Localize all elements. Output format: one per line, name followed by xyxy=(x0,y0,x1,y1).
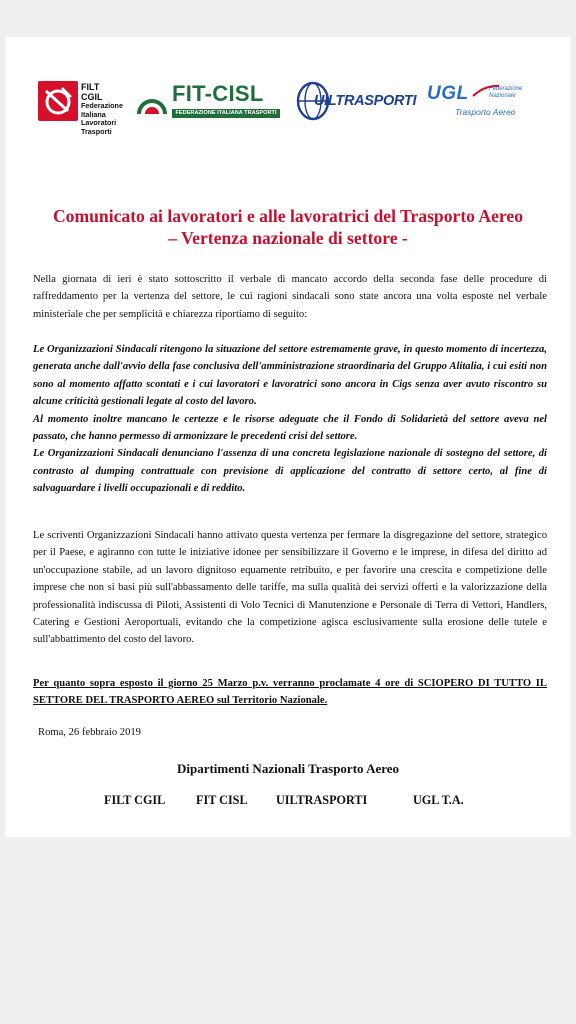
ugl-name: UGL xyxy=(427,83,469,104)
document-title xyxy=(5,205,571,249)
fit-cisl-subtitle: FEDERAZIONE ITALIANA TRASPORTI xyxy=(172,109,280,118)
filt-cgil-emblem-icon xyxy=(38,81,78,121)
ministerial-statement xyxy=(33,341,547,498)
statement-part-3: Le Organizzazioni Sindacali denunciano l'assenza di una concreta legislazione nazionale di sostegno del settore, di contrasto al dumping contrattuale con previsione di applicazione del contratto di settore certo, al fine di salvaguardare i livelli occupazionali e di reddito. xyxy=(33,448,547,495)
fit-cisl-name: FIT-CISL xyxy=(172,81,264,106)
filt-cgil-text: FILT CGIL Federazione Italiana Lavoratori Trasporti xyxy=(81,82,123,136)
fit-cisl-logo xyxy=(135,81,281,125)
uiltrasporti-name: UILTRASPORTI xyxy=(314,93,417,109)
strike-announcement: Per quanto sopra esposto il giorno 25 Marzo p.v. verranno proclamate 4 ore di SCIOPERO DI TUTTO IL SETTORE DEL TRASPORTO AEREO sul Territorio Nazionale. xyxy=(33,678,547,707)
uiltrasporti-logo xyxy=(296,81,417,121)
statement-part-2: Al momento inoltre mancano le certezze e le risorse adeguate che il Fondo di Solidarietà del settore aveva nel passato, che hanno permesso di armonizzare le precedenti crisi del settore. xyxy=(33,413,547,443)
statement-part-1: Le Organizzazioni Sindacali ritengono la situazione del settore estremamente grave, in questo momento di incertezza, generata anche dall'avvio della fase conclusiva dell'amministrazione straordinaria del Gruppo Alitalia, i cui esiti non sono al momento affatto scontati e i cui lavoratori e lavoratrici sono ancora in Cigs senza aver avuto riscontro su alcune criticità gestionali legate al costo del lavoro. xyxy=(33,344,547,408)
title-line-1: Comunicato ai lavoratori e alle lavoratrici del Trasporto Aereo xyxy=(52,206,524,226)
signature-fit-cisl: FIT CISL xyxy=(196,793,248,807)
departments-heading: Dipartimenti Nazionali Trasporto Aereo xyxy=(176,761,400,776)
ugl-federation-text: Federazione Nazionale xyxy=(489,86,523,99)
campaign-paragraph: Le scriventi Organizzazioni Sindacali hanno attivato questa vertenza per fermare la disgregazione del settore, strategico per il Paese, e agiranno con tutte le iniziative idonee per sensibilizzare il Governo e le imprese, in difesa del diritto ad un'occupazione stabile, ad un lavoro dignitoso equamente retribuito, e per favorire una crescita e competizione delle imprese che non si basi più sull'abbassamento delle tariffe, ma sulla qualità dei servizi offerti e la valorizzazione della professionalità indiscussa di Piloti, Assistenti di Volo Tecnici di Manutenzione e Personale di Terra di Vettori, Handlers, Catering e Gestioni Aeroportuali, evitando che la competizione agisca esclusivamente sulla erosione delle tutele e sull'abbattimento del costo del lavoro. xyxy=(33,530,547,646)
ugl-logo xyxy=(427,83,545,123)
document-page xyxy=(5,37,571,837)
signature-uiltrasporti: UILTRASPORTI xyxy=(276,793,368,807)
fit-cisl-arc-icon xyxy=(135,84,169,118)
ugl-subtitle: Trasporto Aereo xyxy=(455,107,516,117)
signature-filt-cgil: FILT CGIL xyxy=(104,793,166,807)
signature-ugl-ta: UGL T.A. xyxy=(413,793,464,807)
title-line-2: – Vertenza nazionale di settore - xyxy=(168,228,408,248)
intro-paragraph: Nella giornata di ieri è stato sottoscritto il verbale di mancato accordo della seconda fase delle procedure di raffreddamento per la vertenza del settore, le cui ragioni sindacali sono state ancora una volta esposte nel verbale ministeriale che per semplicità e chiarezza riportiamo di seguito: xyxy=(33,274,547,320)
filt-cgil-logo xyxy=(38,81,123,136)
document-date: Roma, 26 febbraio 2019 xyxy=(38,727,141,738)
